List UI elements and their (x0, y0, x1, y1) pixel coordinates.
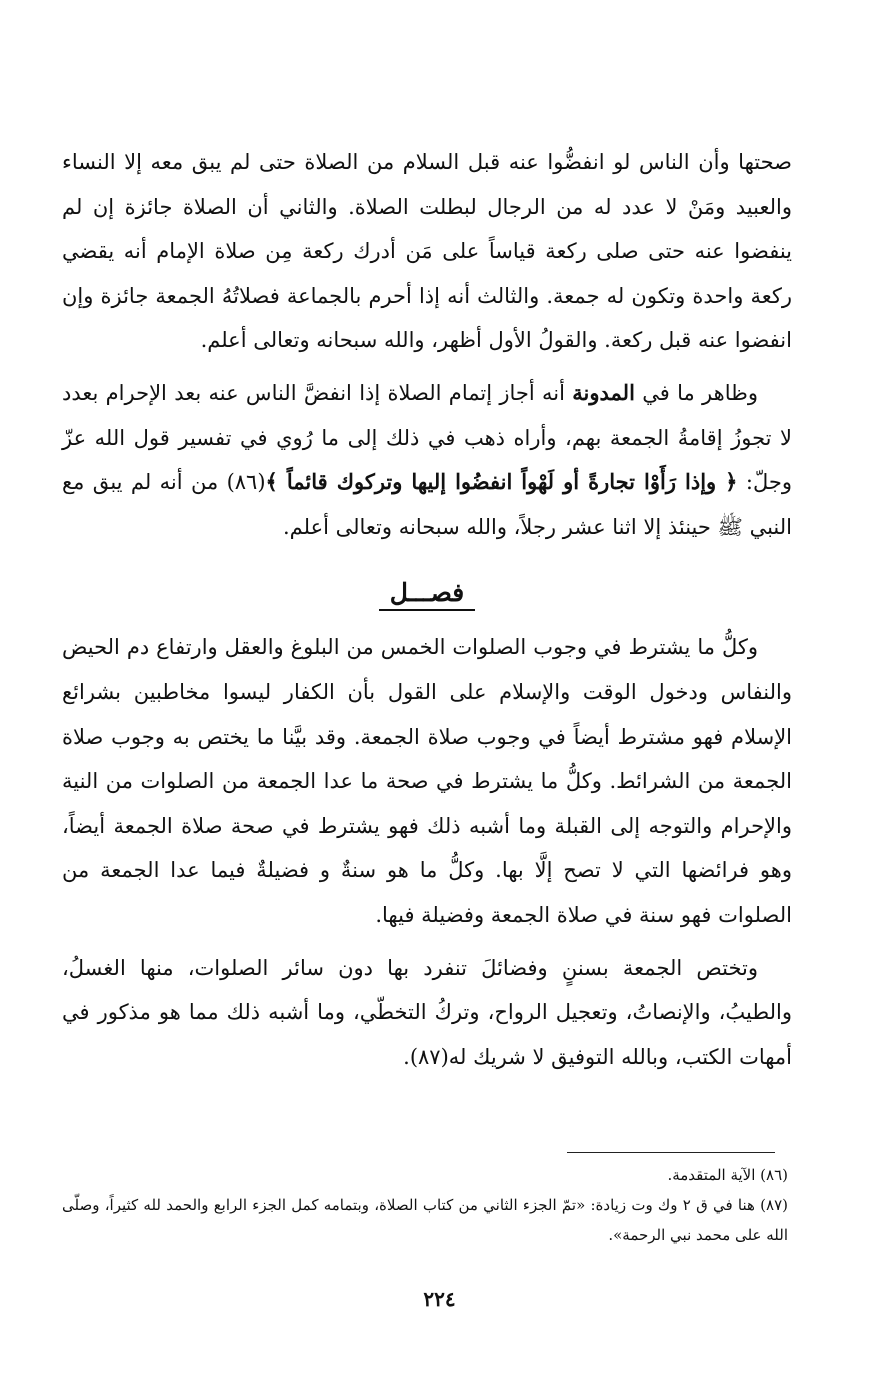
paragraph-4-text: وتختص الجمعة بسننٍ وفضائلَ تنفرد بها دون سائر الصلوات، منها الغسلُ، والطيبُ، والإنصاتُ، وتعجيل الرواح، وتركُ التخطّي، وما أشبه ذلك مما هو مذكور في أمهات الكتب، وبالله التوفيق لا شريك له(٨٧). (62, 955, 792, 1069)
quran-verse: ﴿ وإذا رَأَوْا تجارةً أو لَهْواً انفضُوا إليها وتركوك قائماً ﴾ (265, 469, 738, 495)
paragraph-4 (62, 946, 792, 1080)
paragraph-2-tail: (٨٦) من أنه لم يبق مع النبي ﷺ حينئذ إلا اثنا عشر رجلاً، والله سبحانه وتعالى أعلم. (62, 470, 792, 539)
footnotes (62, 1160, 788, 1250)
footnote-86: (٨٦) الآية المتقدمة. (667, 1166, 788, 1184)
paragraph-1-text: صحتها وأن الناس لو انفضُّوا عنه قبل السلام من الصلاة حتى لم يبق معه إلا النساء والعبيد ومَنْ لا عدد له من الرجال لبطلت الصلاة. والثاني أن الصلاة جائزة إن لم ينفضوا عنه حتى صلى ركعة قياساً على مَن أدرك ركعة مِن صلاة الإمام أنه يقضي ركعة واحدة وتكون له جمعة. والثالث أنه إذا أحرم بالجماعة فصلاتُهُ الجمعة جائزة وإن انفضوا عنه قبل ركعة. والقولُ الأول أظهر، والله سبحانه وتعالى أعلم. (62, 150, 792, 353)
paragraph-2 (62, 371, 792, 549)
mudawwana-reference: المدونة (572, 379, 635, 405)
paragraph-1 (62, 140, 792, 363)
footnote-separator (567, 1152, 775, 1153)
paragraph-3-text: وكلُّ ما يشترط في وجوب الصلوات الخمس من البلوغ والعقل وارتفاع دم الحيض والنفاس ودخول الوقت والإسلام على القول بأن الكفار ليسوا مخاطبين بشرائع الإسلام فهو مشترط أيضاً في وجوب صلاة الجمعة. وقد بيَّنا ما يختص به وجوب صلاة الجمعة من الشرائط. وكلُّ ما يشترط في صحة ما عدا الجمعة من الصلوات من النية والإحرام والتوجه إلى القبلة وما أشبه ذلك فهو يشترط في صحة صلاة الجمعة أيضاً، وهو فرائضها التي لا تصح إلَّا بها. وكلُّ ما هو سنةٌ و فضيلةٌ فيما عدا الجمعة من الصلوات فهو سنة في صلاة الجمعة وفضيلة فيها. (62, 635, 792, 927)
paragraph-2-body: أنه أجاز إتمام الصلاة إذا انفضَّ الناس عنه بعد الإحرام بعدد لا تجوزُ إقامةُ الجمعة بهم، وأراه ذهب في ذلك إلى ما رُوي في تفسير قول الله عزّ وجلّ: (62, 380, 792, 495)
heading-underline (379, 609, 475, 611)
paragraph-2-lead: وظاهر ما في (642, 380, 758, 405)
main-text (62, 140, 792, 1079)
section-heading (62, 571, 792, 611)
paragraph-3 (62, 625, 792, 937)
page-number: ٢٢٤ (423, 1287, 456, 1311)
footnote-87: (٨٧) هنا في ق ٢ وك وت زيادة: «تمّ الجزء الثاني من كتاب الصلاة، وبتمامه كمل الجزء الرابع والحمد لله كثيراً، وصلّى الله على محمد نبي الرحمة». (62, 1196, 788, 1244)
section-heading-text: فصـــل (389, 578, 465, 608)
